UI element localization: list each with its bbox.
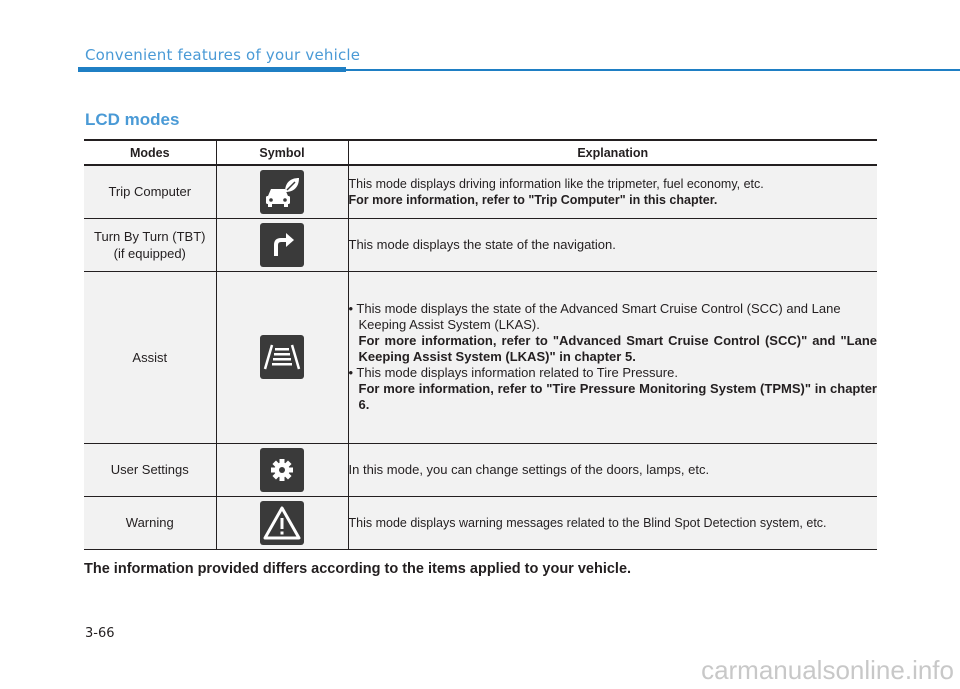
header-symbol: Symbol [216, 140, 348, 165]
mode-name: Assist [84, 271, 216, 443]
lcd-modes-table [84, 139, 877, 550]
footer-note: The information provided differs according to the items applied to your vehicle. [84, 561, 632, 577]
bullet-text: • This mode displays information related to Tire Pressure. [348, 365, 678, 380]
bullet-continuation: Keeping Assist System (LKAS). [358, 317, 540, 332]
watermark: carmanualsonline.info [701, 655, 954, 685]
header-explanation: Explanation [348, 140, 877, 165]
table-row [84, 218, 877, 271]
explanation-text: This mode displays driving information like the tripmeter, fuel economy, etc. [348, 176, 764, 191]
warning-triangle-icon [260, 501, 304, 545]
table-row [84, 271, 877, 443]
reference-text: For more information, refer to "Tire Pressure Monitoring System (TPMS)" in chapter 6. [358, 381, 877, 412]
header-accent-bar [78, 67, 346, 72]
gear-icon [260, 448, 304, 492]
chapter-header-title: Convenient features of your vehicle [85, 46, 361, 64]
explanation-text: This mode displays warning messages related to the Blind Spot Detection system, etc. [348, 496, 877, 549]
explanation-text: This mode displays the state of the navigation. [348, 218, 877, 271]
reference-text: For more information, refer to "Advanced Smart Cruise Control (SCC)" and "Lane Keeping Assist System (LKAS)" in chapter 5. [358, 333, 877, 364]
lane-assist-icon [260, 335, 304, 379]
mode-name: Warning [84, 496, 216, 549]
table-row [84, 443, 877, 496]
mode-qualifier: (if equipped) [113, 245, 186, 261]
bullet-text: • This mode displays the state of the Advanced Smart Cruise Control (SCC) and Lane [348, 301, 841, 316]
table-header-row [84, 140, 877, 165]
header-rule [346, 69, 960, 71]
section-title: LCD modes [85, 110, 180, 129]
turn-by-turn-arrow-icon [260, 223, 304, 267]
mode-name: User Settings [84, 443, 216, 496]
mode-name: Trip Computer [84, 165, 216, 218]
page-number: 3-66 [85, 626, 115, 641]
table-row [84, 496, 877, 549]
reference-text: For more information, refer to "Trip Computer" in this chapter. [348, 192, 718, 207]
trip-computer-icon [260, 170, 304, 214]
mode-name: Turn By Turn (TBT) [94, 228, 206, 244]
table-row [84, 165, 877, 218]
explanation-text: In this mode, you can change settings of the doors, lamps, etc. [348, 443, 877, 496]
header-modes: Modes [84, 140, 216, 165]
